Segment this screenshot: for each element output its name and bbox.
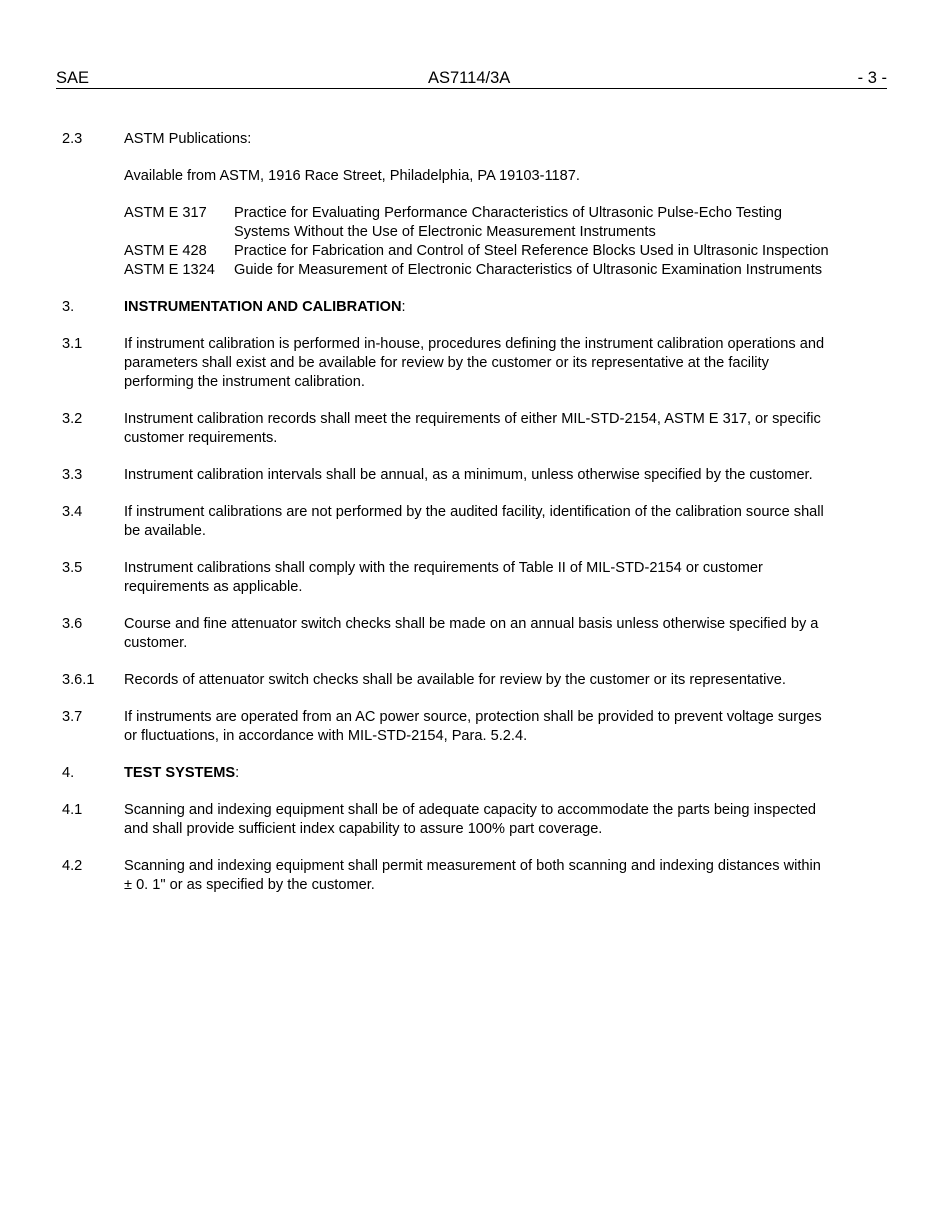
header-doc-number: AS7114/3A xyxy=(428,69,511,87)
page-header xyxy=(56,69,887,89)
reference-item xyxy=(124,242,832,261)
header-org: SAE xyxy=(56,69,90,87)
paragraph-number: 3.6 xyxy=(62,616,83,632)
paragraph-text: Course and fine attenuator switch checks shall be made on an annual basis unless otherwise specified by a customer. xyxy=(124,616,819,651)
reference-item xyxy=(124,261,832,280)
paragraph-text: Instrument calibrations shall comply with the requirements of Table II of MIL-STD-2154 or customer requirements as applicable. xyxy=(124,560,763,595)
paragraph-text: If instrument calibration is performed in-house, procedures defining the instrument calibration operations and parameters shall exist and be available for review by the customer or its representative at the facility performing the instrument calibration. xyxy=(124,336,825,390)
paragraph-number: 4.1 xyxy=(62,802,83,818)
section-title: INSTRUMENTATION AND CALIBRATION xyxy=(124,299,402,315)
paragraph-number: 3.2 xyxy=(62,411,83,427)
paragraph-3-1 xyxy=(62,335,832,392)
reference-description: Practice for Fabrication and Control of Steel Reference Blocks Used in Ultrasonic Inspection xyxy=(234,243,829,259)
paragraph-3-6 xyxy=(62,615,832,653)
paragraph-3-3 xyxy=(62,466,832,485)
paragraph-text: Scanning and indexing equipment shall be of adequate capacity to accommodate the parts being inspected and shall provide sufficient index capability to assure 100% part coverage. xyxy=(124,802,817,837)
reference-list xyxy=(124,204,832,280)
title-colon: : xyxy=(401,299,406,315)
section-4-heading xyxy=(62,764,832,783)
paragraph-3-6-1 xyxy=(62,671,832,690)
reference-code: ASTM E 1324 xyxy=(124,262,215,278)
paragraph-number: 3.7 xyxy=(62,709,83,725)
paragraph-4-2 xyxy=(62,857,832,895)
header-page-number: - 3 - xyxy=(857,69,887,87)
document-body xyxy=(62,130,832,895)
paragraph-3-5 xyxy=(62,559,832,597)
reference-code: ASTM E 317 xyxy=(124,205,207,221)
section-number: 3. xyxy=(62,299,75,315)
paragraph-text: If instrument calibrations are not performed by the audited facility, identification of the calibration source shall be available. xyxy=(124,504,824,539)
reference-description: Practice for Evaluating Performance Characteristics of Ultrasonic Pulse-Echo Testing Systems Without the Use of Electronic Measurement Instruments xyxy=(234,205,783,240)
paragraph-text: Scanning and indexing equipment shall permit measurement of both scanning and indexing distances within ± 0. 1" or as specified by the customer. xyxy=(124,858,821,893)
paragraph-number: 3.6.1 xyxy=(62,672,95,688)
paragraph-number: 4.2 xyxy=(62,858,83,874)
availability-text: Available from ASTM, 1916 Race Street, Philadelphia, PA 19103-1187. xyxy=(124,168,580,184)
paragraph-4-1 xyxy=(62,801,832,839)
section-number: 4. xyxy=(62,765,75,781)
paragraph-3-7 xyxy=(62,708,832,746)
paragraph-number: 3.4 xyxy=(62,504,83,520)
paragraph-text: Instrument calibration records shall meet the requirements of either MIL-STD-2154, ASTM E 317, or specific customer requirements. xyxy=(124,411,821,446)
section-title: TEST SYSTEMS xyxy=(124,765,236,781)
section-title: ASTM Publications: xyxy=(124,131,252,147)
paragraph-number: 3.1 xyxy=(62,336,83,352)
reference-item xyxy=(124,204,832,242)
section-2-3 xyxy=(62,130,832,149)
paragraph-number: 3.5 xyxy=(62,560,83,576)
title-colon: : xyxy=(235,765,240,781)
section-3-heading xyxy=(62,298,832,317)
reference-code: ASTM E 428 xyxy=(124,243,207,259)
paragraph-text: Instrument calibration intervals shall be annual, as a minimum, unless otherwise specified by the customer. xyxy=(124,467,813,483)
paragraph-number: 3.3 xyxy=(62,467,83,483)
paragraph-3-4 xyxy=(62,503,832,541)
availability-note xyxy=(62,167,832,186)
paragraph-3-2 xyxy=(62,410,832,448)
paragraph-text: If instruments are operated from an AC power source, protection shall be provided to prevent voltage surges or fluctuations, in accordance with MIL-STD-2154, Para. 5.2.4. xyxy=(124,709,822,744)
paragraph-text: Records of attenuator switch checks shall be available for review by the customer or its representative. xyxy=(124,672,786,688)
reference-description: Guide for Measurement of Electronic Characteristics of Ultrasonic Examination Instruments xyxy=(234,262,823,278)
section-number: 2.3 xyxy=(62,131,83,147)
